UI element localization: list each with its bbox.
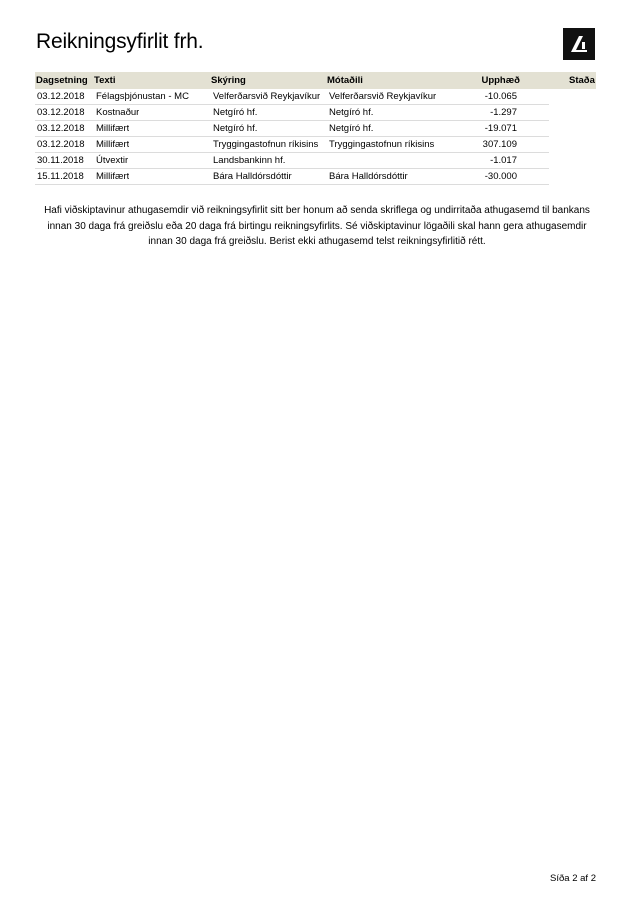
bank-logo-icon xyxy=(563,28,595,60)
cell-payee: Velferðarsvið Reykjavíkur xyxy=(329,91,437,102)
cell-payee: Bára Halldórsdóttir xyxy=(329,171,408,182)
page-title: Reikningsyfirlit frh. xyxy=(36,30,204,53)
table-header xyxy=(35,72,596,89)
statement-notice: Hafi viðskiptavinur athugasemdir við reikningsyfirlit sitt ber honum að senda skriflega og undirritaða athugasemd til bankans innan 30 daga frá greiðslu eða 20 daga frá birtingu reikningsyfirlits. Sé viðskiptavinur lögaðili skal hann gera athugasemdir innan 30 daga frá greiðslu. Berist ekki athugasemd telst reikningsyfirlitið rétt. xyxy=(44,205,590,247)
cell-description: Landsbankinn hf. xyxy=(213,155,286,166)
cell-amount: 307.109 xyxy=(482,139,517,150)
cell-payee: Netgíró hf. xyxy=(329,107,374,118)
table-row xyxy=(35,121,549,137)
transactions-table xyxy=(35,72,596,185)
cell-text: Útvextir xyxy=(96,155,129,166)
cell-description: Velferðarsvið Reykjavíkur xyxy=(213,91,321,102)
cell-amount: -19.071 xyxy=(484,123,517,134)
page-number: Síða 2 af 2 xyxy=(550,873,596,884)
cell-amount: -30.000 xyxy=(484,171,517,182)
cell-date: 03.12.2018 xyxy=(37,107,85,118)
table-row xyxy=(35,105,549,121)
cell-description: Netgíró hf. xyxy=(213,107,258,118)
table-row xyxy=(35,153,549,169)
cell-date: 30.11.2018 xyxy=(37,155,84,166)
cell-text: Kostnaður xyxy=(96,107,140,118)
cell-amount: -1.297 xyxy=(490,107,517,118)
cell-text: Millifært xyxy=(96,123,130,134)
cell-payee: Tryggingastofnun ríkisins xyxy=(329,139,435,150)
cell-date: 03.12.2018 xyxy=(37,123,85,134)
table-row xyxy=(35,89,549,105)
cell-amount: -1.017 xyxy=(490,155,517,166)
cell-description: Netgíró hf. xyxy=(213,123,258,134)
cell-text: Félagsþjónustan - MC xyxy=(96,91,189,102)
column-header-date: Dagsetning xyxy=(36,75,88,86)
cell-amount: -10.065 xyxy=(484,91,517,102)
cell-text: Millifært xyxy=(96,171,130,182)
column-header-balance: Staða xyxy=(569,75,595,86)
column-header-payee: Mótaðili xyxy=(327,75,363,86)
cell-description: Bára Halldórsdóttir xyxy=(213,171,292,182)
cell-text: Millifært xyxy=(96,139,130,150)
column-header-description: Skýring xyxy=(211,75,246,86)
column-header-text: Texti xyxy=(94,75,116,86)
cell-payee: Netgíró hf. xyxy=(329,123,374,134)
cell-description: Tryggingastofnun ríkisins xyxy=(213,139,319,150)
column-header-amount: Upphæð xyxy=(481,75,520,86)
table-row xyxy=(35,137,549,153)
cell-date: 03.12.2018 xyxy=(37,91,85,102)
cell-date: 03.12.2018 xyxy=(37,139,85,150)
cell-date: 15.11.2018 xyxy=(37,171,84,182)
table-row xyxy=(35,169,549,185)
